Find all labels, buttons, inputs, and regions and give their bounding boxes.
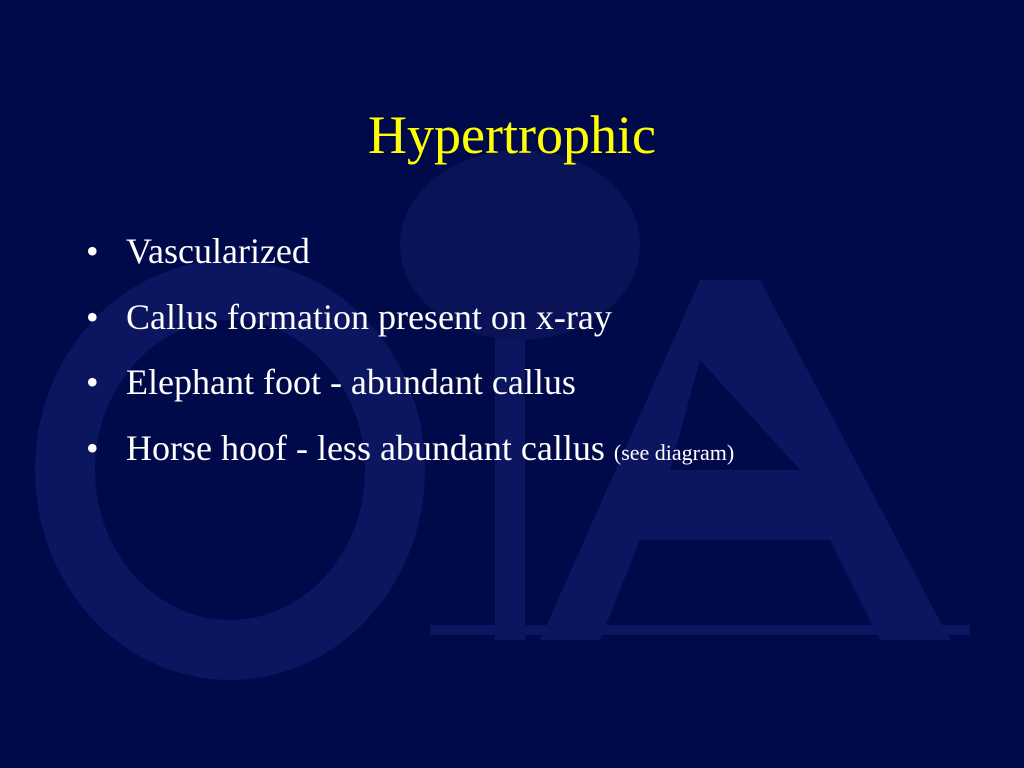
bullet-item <box>86 361 734 403</box>
bullet-glyph: • <box>86 362 99 402</box>
bullet-glyph: • <box>86 427 99 468</box>
bullet-item <box>86 296 734 338</box>
bullet-note: (see diagram) <box>613 439 735 465</box>
bullet-glyph: • <box>86 231 99 271</box>
bullet-text: Elephant foot - abundant callus <box>126 362 576 402</box>
bullet-text: Callus formation present on x-ray <box>126 296 612 337</box>
slide-title: Hypertrophic <box>368 105 656 165</box>
bullet-text: Horse hoof - less abundant callus <box>126 427 605 468</box>
bullet-item <box>86 230 734 272</box>
bullet-glyph: • <box>86 296 99 337</box>
bullet-list <box>86 230 734 492</box>
bullet-text: Vascularized <box>126 231 310 271</box>
bullet-item <box>86 427 734 469</box>
